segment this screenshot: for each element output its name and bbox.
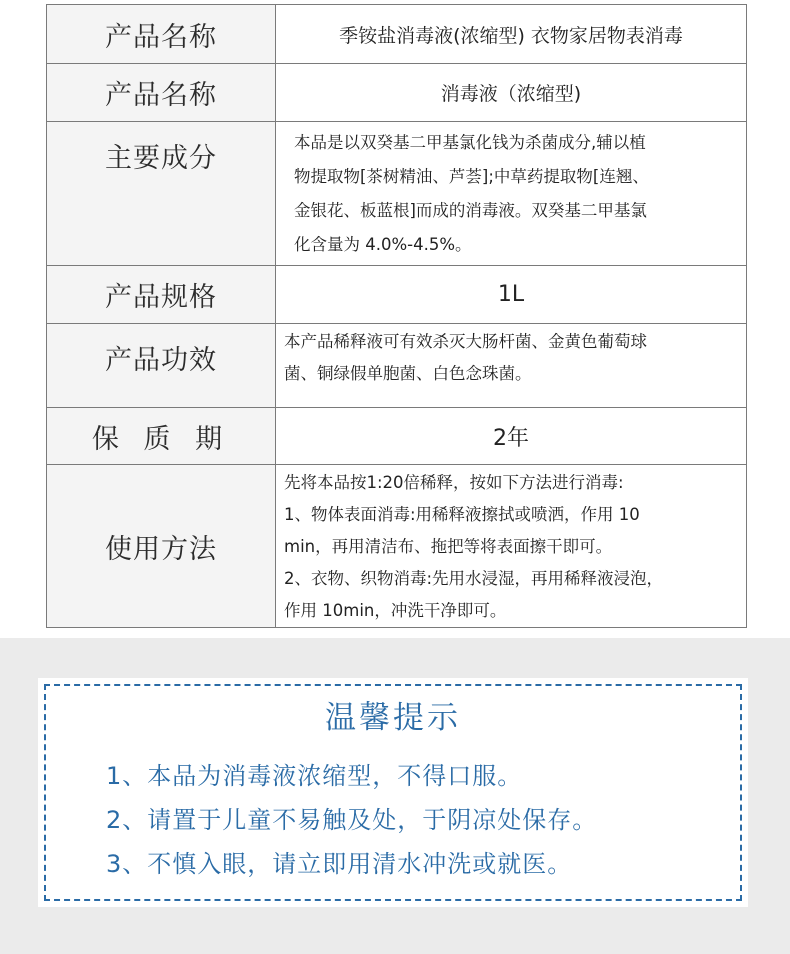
row-label: 产品名称 [47, 64, 276, 122]
table-row [47, 266, 747, 324]
table-row [47, 122, 747, 266]
row-label: 保 质 期 [47, 408, 276, 465]
text-line: 物提取物[茶树精油、芦荟];中草药提取物[连翘、 [294, 167, 649, 186]
table-row [47, 64, 747, 122]
text-line: min，再用清洁布、拖把等将表面擦干即可。 [284, 537, 613, 556]
table-row [47, 408, 747, 465]
shelf-life-value: 2年 [276, 408, 747, 465]
product-name-value: 消毒液（浓缩型) [276, 64, 747, 122]
text-line: 金银花、板蓝根]而成的消毒液。双癸基二甲基氯 [294, 201, 647, 220]
text-line: 本产品稀释液可有效杀灭大肠杆菌、金黄色葡萄球 [284, 332, 647, 351]
text-line: 本品是以双癸基二甲基氯化钱为杀菌成分,辅以植 [294, 133, 646, 152]
text-line: 化含量为 4.0%-4.5%。 [294, 235, 472, 254]
warm-tips-section [0, 638, 790, 954]
product-name-value: 季铵盐消毒液(浓缩型) 衣物家居物表消毒 [276, 5, 747, 64]
row-label: 主要成分 [47, 122, 276, 266]
warm-tips-title: 温馨提示 [325, 700, 461, 736]
tip-item: 2、请置于儿童不易触及处，于阴凉处保存。 [106, 806, 598, 834]
tip-item: 1、本品为消毒液浓缩型，不得口服。 [106, 762, 523, 790]
text-line: 作用 10min，冲洗干净即可。 [284, 601, 507, 620]
product-spec-table [46, 4, 747, 628]
row-label: 产品规格 [47, 266, 276, 324]
usage-value [276, 465, 747, 628]
table-row [47, 465, 747, 628]
efficacy-value [276, 324, 747, 408]
warm-tips-list [106, 754, 597, 886]
warm-tips-box [38, 678, 748, 907]
tip-item: 3、不慎入眼，请立即用清水冲洗或就医。 [106, 850, 573, 878]
text-line: 先将本品按1:20倍稀释，按如下方法进行消毒: [284, 473, 624, 492]
table-row [47, 324, 747, 408]
table-row [47, 5, 747, 64]
row-label: 使用方法 [47, 465, 276, 628]
text-line: 2、衣物、织物消毒:先用水浸湿，再用稀释液浸泡， [284, 569, 664, 588]
spec-value: 1L [276, 266, 747, 324]
row-label: 产品名称 [47, 5, 276, 64]
text-line: 1、物体表面消毒:用稀释液擦拭或喷洒，作用 10 [284, 505, 640, 524]
ingredients-value [276, 122, 747, 266]
text-line: 菌、铜绿假单胞菌、白色念珠菌。 [284, 364, 532, 383]
row-label: 产品功效 [47, 324, 276, 408]
